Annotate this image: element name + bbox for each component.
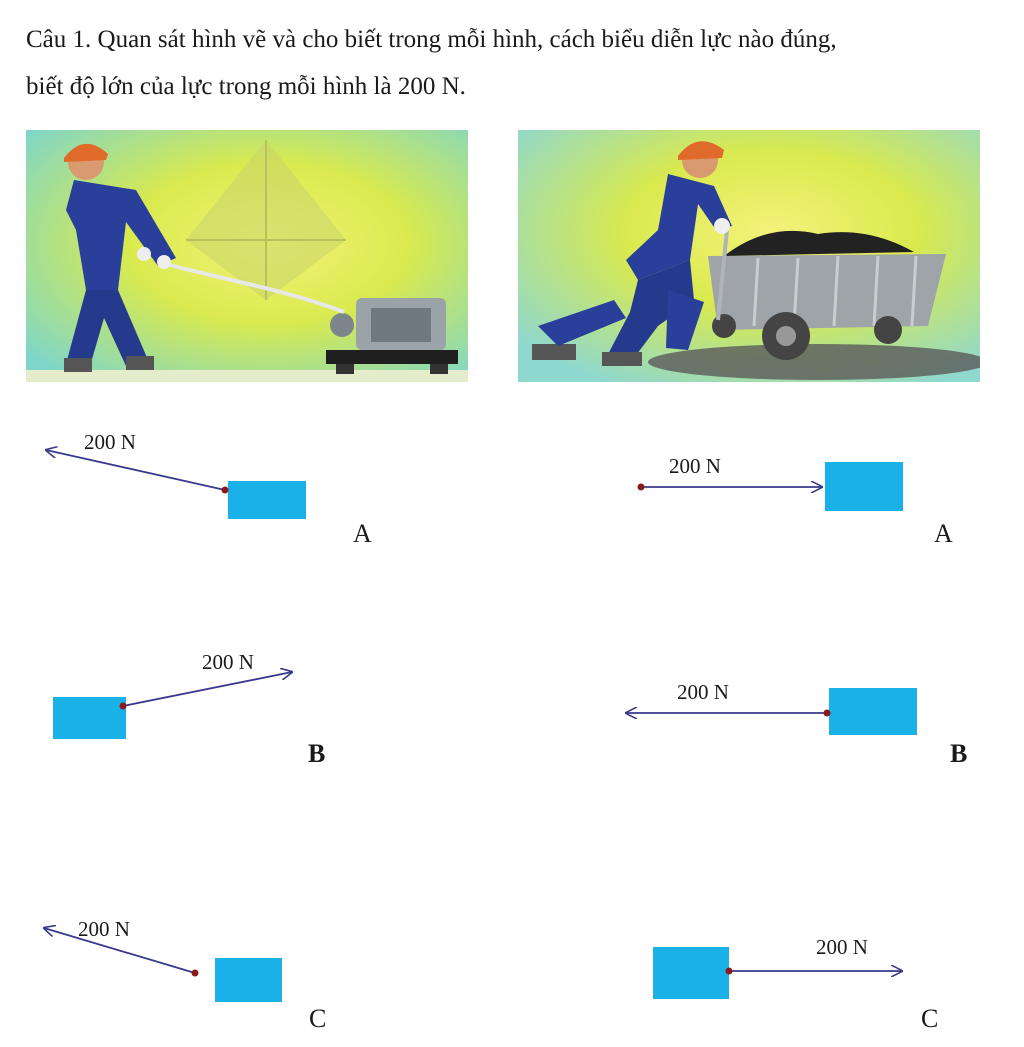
left-option-b[interactable]: B	[308, 739, 326, 768]
left-c-force-label: 200 N	[78, 917, 130, 941]
left-c-point	[192, 970, 199, 977]
left-a-point	[222, 487, 229, 494]
right-option-a[interactable]: A	[934, 519, 953, 548]
right-b-box	[829, 688, 917, 735]
left-a-box	[228, 481, 306, 519]
left-b-force-label: 200 N	[202, 650, 254, 674]
right-a-point	[638, 484, 645, 491]
left-c-box	[215, 958, 282, 1002]
left-b-point	[120, 703, 127, 710]
question-line-2: biết độ lớn của lực trong mỗi hình là 200 N.	[26, 73, 466, 100]
left-option-a[interactable]: A	[353, 519, 372, 548]
right-option-b[interactable]: B	[950, 739, 968, 768]
right-c-force-label: 200 N	[816, 935, 868, 959]
right-c-point	[726, 968, 733, 975]
right-b-force-label: 200 N	[677, 680, 729, 704]
right-a-force-label: 200 N	[669, 454, 721, 478]
left-a-force-label: 200 N	[84, 430, 136, 454]
right-option-c[interactable]: C	[921, 1004, 939, 1033]
right-a-box	[825, 462, 903, 511]
question-line-1: Câu 1. Quan sát hình vẽ và cho biết trong mỗi hình, cách biểu diễn lực nào đúng,	[26, 26, 837, 53]
left-b-box	[53, 697, 126, 739]
right-c-box	[653, 947, 729, 999]
right-b-point	[824, 710, 831, 717]
left-b-force-arrow	[123, 672, 292, 706]
left-option-c[interactable]: C	[309, 1004, 327, 1033]
left-a-force-arrow	[46, 450, 225, 490]
